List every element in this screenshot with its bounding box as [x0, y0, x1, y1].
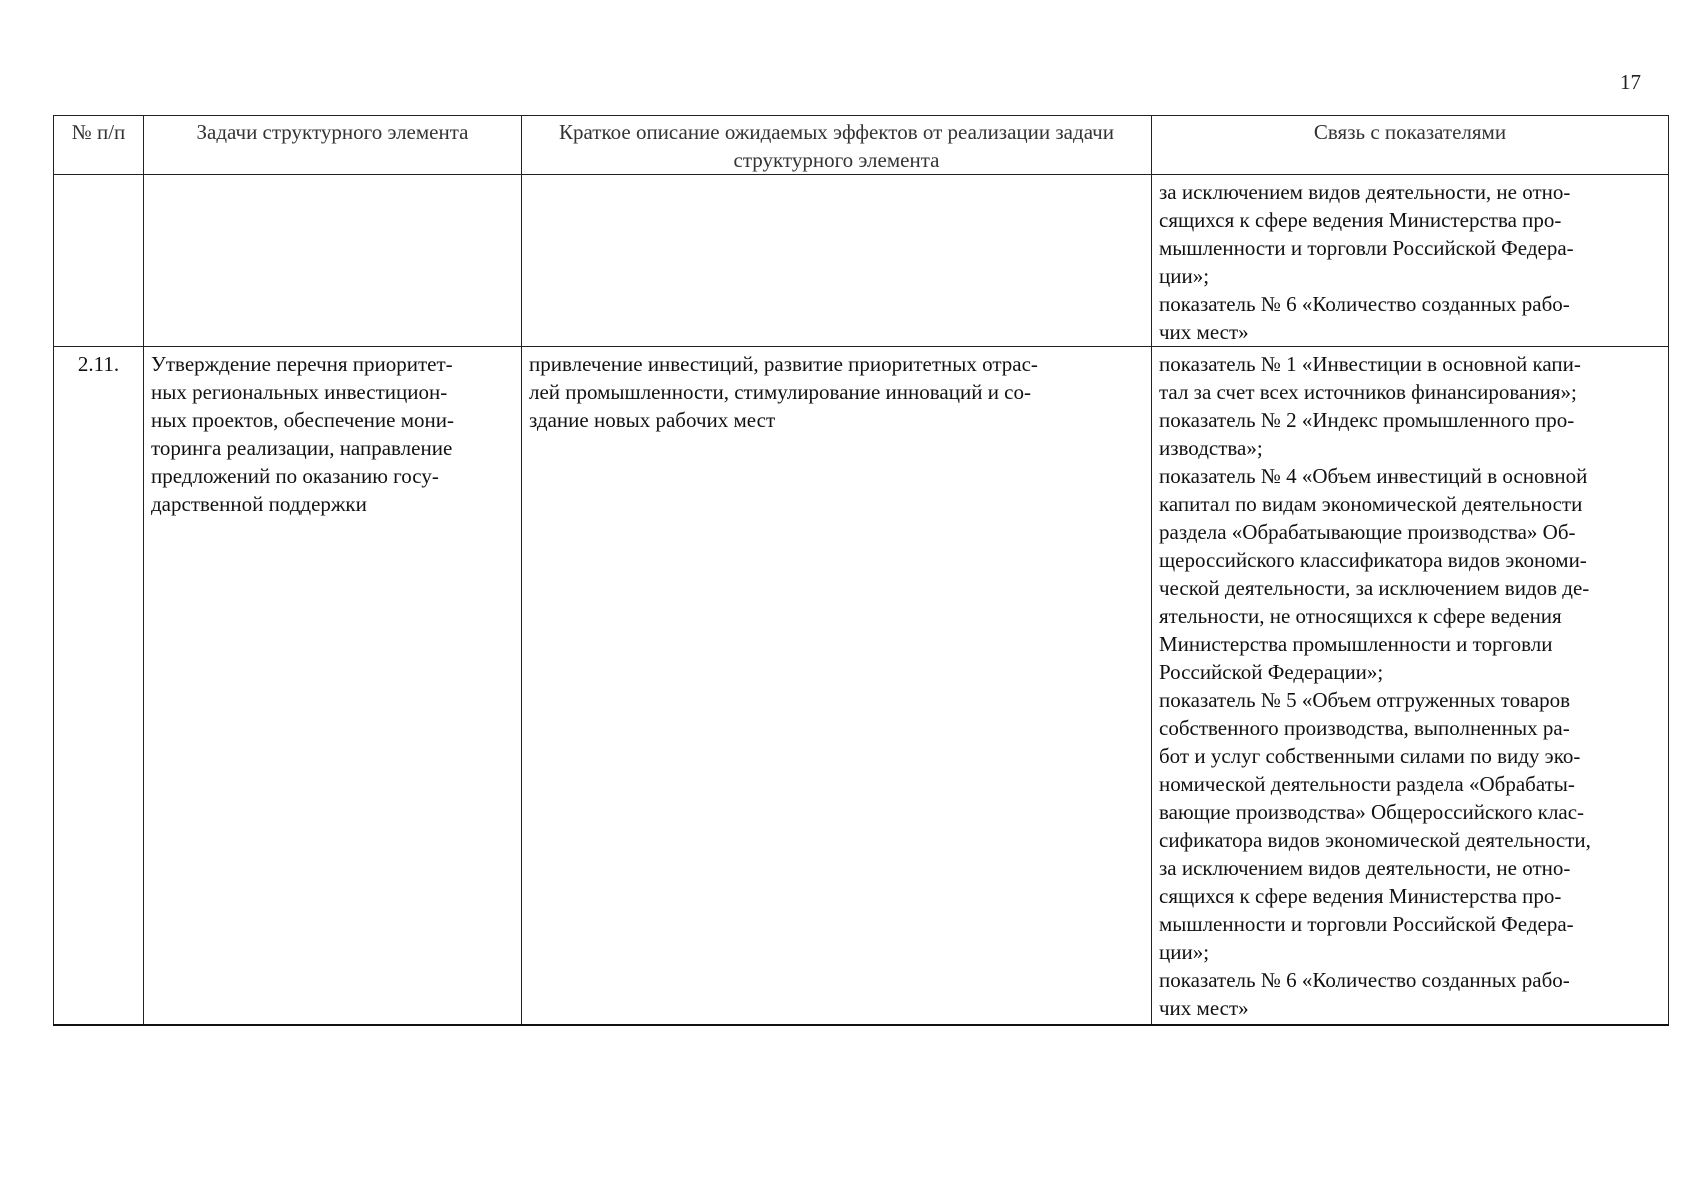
- task-line: предложений по оказанию госу-: [151, 464, 439, 488]
- header-effects: Краткое описание ожидаемых эффектов от реализации задачи структурного элемента: [522, 116, 1152, 175]
- link-line: сящихся к сфере ведения Министерства про-: [1159, 884, 1562, 908]
- link-line: Министерства промышленности и торговли: [1159, 632, 1553, 656]
- link-line: ятельности, не относящихся к сфере ведения: [1159, 604, 1562, 628]
- header-link: Связь с показателями: [1152, 116, 1669, 175]
- effect-line: привлечение инвестиций, развитие приоритетных отрас-: [529, 352, 1038, 376]
- link-line: вающие производства» Общероссийского клас-: [1159, 800, 1585, 824]
- row-effect: [522, 175, 1152, 347]
- row-num: [54, 175, 144, 347]
- task-line: Утверждение перечня приоритет-: [151, 352, 453, 376]
- row-task: [144, 347, 522, 1026]
- link-line: тал за счет всех источников финансирования»;: [1159, 380, 1577, 404]
- link-line: мышленности и торговли Российской Федера-: [1159, 236, 1574, 260]
- header-tasks: Задачи структурного элемента: [144, 116, 522, 175]
- link-line: сящихся к сфере ведения Министерства про-: [1159, 208, 1562, 232]
- table-row: [54, 175, 1669, 347]
- link-line: номической деятельности раздела «Обрабаты-: [1159, 772, 1575, 796]
- link-line: мышленности и торговли Российской Федера-: [1159, 912, 1574, 936]
- row-effect: [522, 347, 1152, 1026]
- row-num: 2.11.: [54, 347, 144, 1026]
- link-line: сификатора видов экономической деятельности,: [1159, 828, 1591, 852]
- link-line: показатель № 6 «Количество созданных рабо-: [1159, 292, 1570, 316]
- task-line: ных проектов, обеспечение мони-: [151, 408, 454, 432]
- link-line: собственного производства, выполненных ра-: [1159, 716, 1570, 740]
- task-line: дарственной поддержки: [151, 492, 367, 516]
- link-line: Российской Федерации»;: [1159, 660, 1384, 684]
- link-line: изводства»;: [1159, 436, 1263, 460]
- task-line: торинга реализации, направление: [151, 436, 453, 460]
- link-line: раздела «Обрабатывающие производства» Об-: [1159, 520, 1576, 544]
- link-line: щероссийского классификатора видов экономи-: [1159, 548, 1587, 572]
- row-link: [1152, 347, 1669, 1026]
- page-number: 17: [1620, 70, 1641, 94]
- effect-line: лей промышленности, стимулирование инноваций и со-: [529, 380, 1032, 404]
- table-header-row: [54, 116, 1669, 175]
- task-line: ных региональных инвестицион-: [151, 380, 448, 404]
- link-line: бот и услуг собственными силами по виду эко-: [1159, 744, 1581, 768]
- link-line: за исключением видов деятельности, не отно-: [1159, 180, 1571, 204]
- link-line: чих мест»: [1159, 320, 1249, 344]
- row-link: [1152, 175, 1669, 347]
- link-line: ции»;: [1159, 940, 1210, 964]
- row-task: [144, 175, 522, 347]
- link-line: показатель № 4 «Объем инвестиций в основной: [1159, 464, 1588, 488]
- link-line: показатель № 1 «Инвестиции в основной капи-: [1159, 352, 1581, 376]
- effect-line: здание новых рабочих мест: [529, 408, 776, 432]
- link-line: ческой деятельности, за исключением видов де-: [1159, 576, 1590, 600]
- header-num: № п/п: [54, 116, 144, 175]
- link-line: показатель № 2 «Индекс промышленного про-: [1159, 408, 1575, 432]
- link-line: показатель № 6 «Количество созданных рабо-: [1159, 968, 1570, 992]
- link-line: ции»;: [1159, 264, 1210, 288]
- link-line: за исключением видов деятельности, не отно-: [1159, 856, 1571, 880]
- link-line: чих мест»: [1159, 996, 1249, 1020]
- table-row: [54, 347, 1669, 1026]
- link-line: капитал по видам экономической деятельности: [1159, 492, 1583, 516]
- structural-element-table: [53, 115, 1669, 1026]
- link-line: показатель № 5 «Объем отгруженных товаров: [1159, 688, 1571, 712]
